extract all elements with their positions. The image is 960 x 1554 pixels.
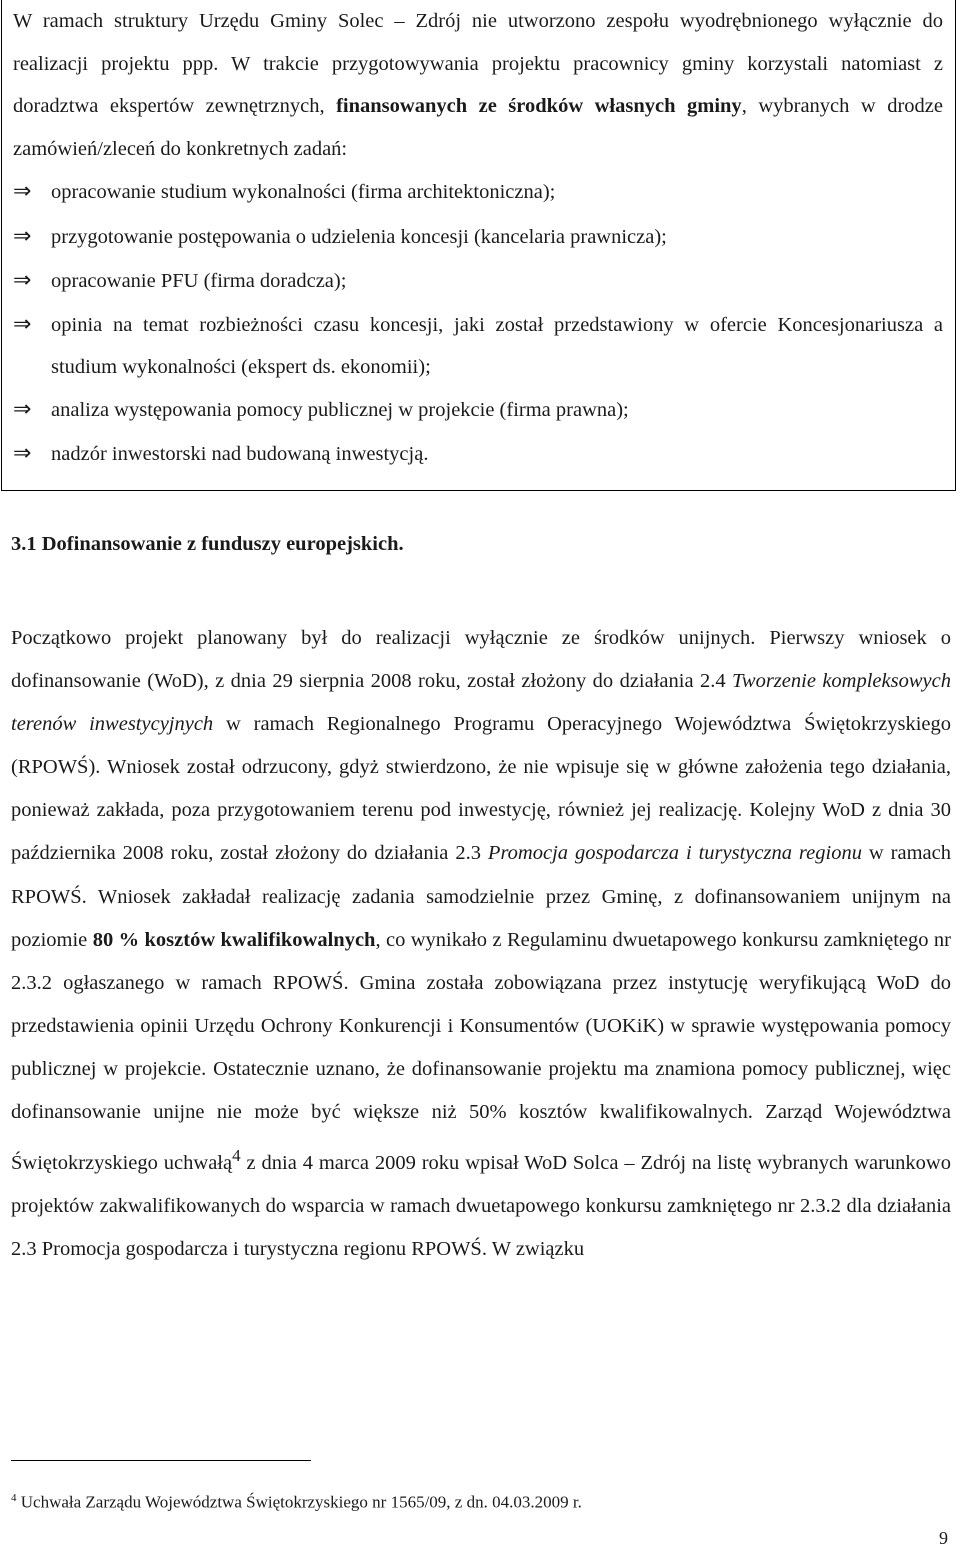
list-item-text: nadzór inwestorski nad budowaną inwestycją.	[51, 443, 429, 465]
list-item-text: opracowanie PFU (firma doradcza);	[51, 270, 347, 292]
right-double-arrow-icon: ⇒	[13, 441, 32, 466]
list-item	[13, 259, 943, 304]
right-double-arrow-icon: ⇒	[13, 223, 32, 249]
list-item	[13, 170, 943, 215]
footnote-number: 4	[11, 1492, 17, 1504]
footnote	[11, 1492, 582, 1513]
section-heading: 3.1 Dofinansowanie z funduszy europejskich.	[11, 533, 404, 555]
intro-paragraph	[13, 0, 943, 170]
info-box	[1, 0, 956, 491]
intro-text-2: , wybranych w drodze zamówień/zleceń do konkretnych zadań:	[13, 95, 943, 160]
intro-bold-text: finansowanych ze środków własnych gminy	[336, 95, 742, 117]
body-text-4: , co wynikało z Regulaminu dwuetapowego konkursu zamkniętego nr 2.3.2 ogłaszanego w ramach RPOWŚ. Gmina została zobowiązana przez instytucję weryfikującą WoD do przedstawienia opinii Urzędu Ochrony Konkurencji i Konsumentów (UOKiK) w sprawie występowania pomocy publicznej w projekcie. Ostatecznie uznano, że dofinansowanie projektu ma znamiona pomocy publicznej, więc dofinansowanie unijne nie może być większe niż 50% kosztów kwalifikowalnych. Zarząd Województwa Świętokrzyskiego uchwałą	[11, 928, 951, 1174]
body-italic-1: Tworzenie kompleksowych terenów inwestycyjnych	[11, 670, 951, 736]
footnote-reference[interactable]: 4	[232, 1146, 241, 1166]
body-bold-1: 80 % kosztów kwalifikowalnych	[92, 928, 376, 951]
list-item-text: opinia na temat rozbieżności czasu koncesji, jaki został przedstawiony w ofercie Koncesjonariusza a studium wykonalności (ekspert ds. ekonomii);	[51, 313, 943, 378]
footnote-text: Uchwała Zarządu Województwa Świętokrzyskiego nr 1565/09, z dn. 04.03.2009 r.	[16, 1492, 582, 1512]
list-item	[13, 215, 943, 260]
list-item-text: opracowanie studium wykonalności (firma architektoniczna);	[51, 181, 556, 203]
list-item	[13, 304, 943, 388]
list-item	[13, 432, 943, 477]
right-double-arrow-icon: ⇒	[13, 268, 32, 293]
list-item	[13, 388, 943, 433]
footnote-divider	[11, 1460, 311, 1461]
page-number: 9	[939, 1528, 948, 1548]
list-item-text: analiza występowania pomocy publicznej w projekcie (firma prawna);	[51, 398, 629, 421]
body-italic-2: Promocja gospodarcza i turystyczna regionu	[487, 842, 862, 865]
list-item-text: przygotowanie postępowania o udzielenia koncesji (kancelaria prawnicza);	[51, 225, 667, 248]
body-text-5: z dnia 4 marca 2009 roku wpisał WoD Solca – Zdrój na listę wybranych warunkowo projektów zakwalifikowanych do wsparcia w ramach dwuetapowego konkursu zamkniętego nr 2.3.2 dla działania 2.3 Promocja gospodarcza i turystyczna regionu RPOWŚ. W związku	[11, 1151, 951, 1261]
info-box-text	[13, 0, 943, 477]
right-double-arrow-icon: ⇒	[13, 311, 32, 337]
body-text-3: w ramach RPOWŚ. Wniosek zakładał realizację zadania samodzielnie przez Gminę, z dofinansowaniem unijnym na poziomie	[11, 842, 951, 951]
body-paragraph	[11, 617, 951, 1271]
right-double-arrow-icon: ⇒	[13, 396, 32, 422]
right-double-arrow-icon: ⇒	[13, 179, 32, 204]
body-text-1: Początkowo projekt planowany był do realizacji wyłącznie ze środków unijnych. Pierwszy wniosek o dofinansowanie (WoD), z dnia 29 sierpnia 2008 roku, został złożony do działania 2.4	[11, 627, 951, 693]
intro-text-1: W ramach struktury Urzędu Gminy Solec – Zdrój nie utworzono zespołu wyodrębnionego wyłącznie do realizacji projektu ppp. W trakcie przygotowywania projektu pracownicy gminy korzystali natomiast z doradztwa ekspertów zewnętrznych,	[13, 10, 943, 117]
body-text-2: w ramach Regionalnego Programu Operacyjnego Województwa Świętokrzyskiego (RPOWŚ). Wniosek został odrzucony, gdyż stwierdzono, że nie wpisuje się w główne założenia tego działania, ponieważ zakłada, poza przygotowaniem terenu pod inwestycję, również jej realizację. Kolejny WoD z dnia 30 października 2008 roku, został złożony do działania 2.3	[11, 713, 951, 865]
